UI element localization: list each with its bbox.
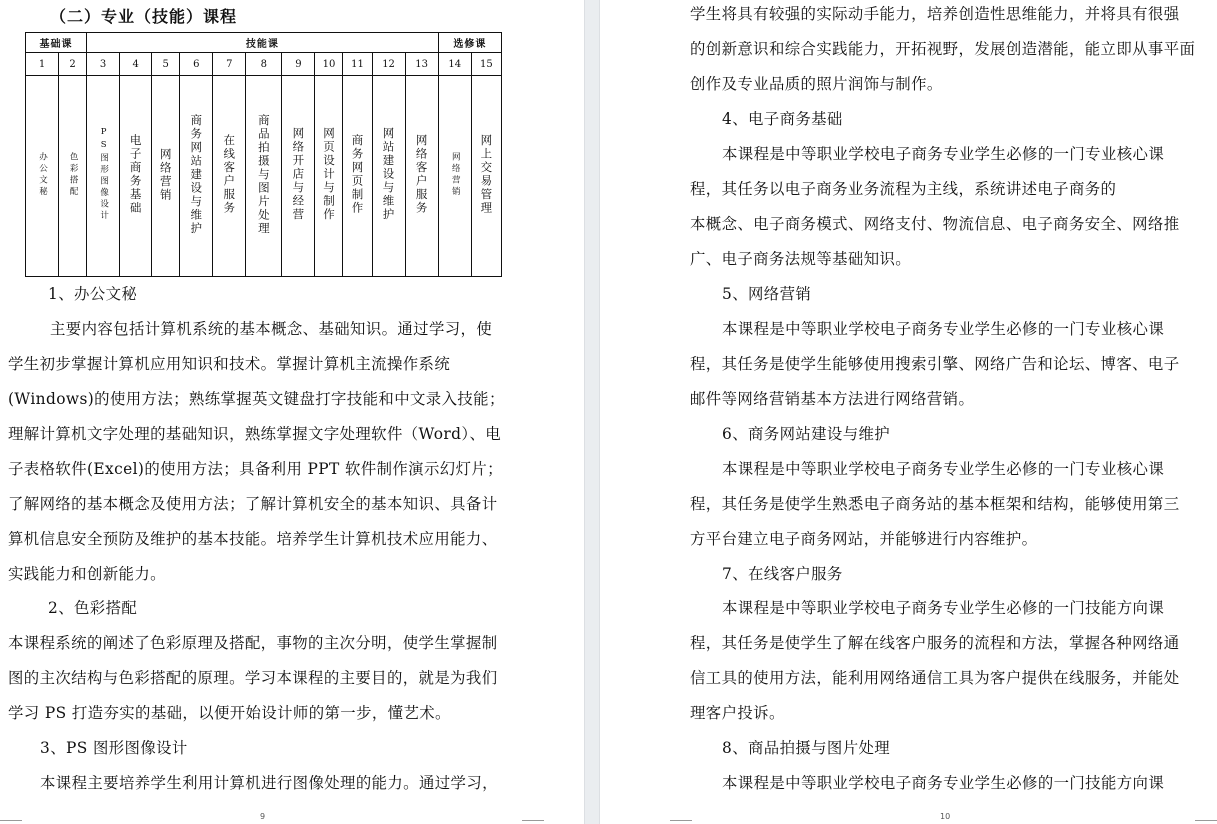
course-name-cell [87, 76, 120, 277]
subheading-product-photography: 8、商品拍摄与图片处理 [722, 739, 891, 757]
text-line: 本概念、电子商务模式、网络支付、物流信息、电子商务安全、网络推 [690, 215, 1180, 233]
subheading-ecommerce-basics: 4、电子商务基础 [722, 110, 843, 128]
course-name: 网络开店与经营 [291, 127, 306, 222]
text-line: 程，其任务是使学生能够使用搜索引擎、网络广告和论坛、博客、电子 [690, 355, 1180, 373]
course-name-cell [59, 76, 87, 277]
course-name-cell [246, 76, 282, 277]
course-name-cell [213, 76, 246, 277]
course-name: PS图形图像设计 [98, 127, 109, 222]
course-name-cell [405, 76, 438, 277]
text-line: 学生初步掌握计算机应用知识和技术。掌握计算机主流操作系统 [8, 355, 451, 373]
subheading-color-matching: 2、色彩搭配 [48, 599, 138, 617]
course-name: 网站建设与维护 [381, 127, 396, 222]
text-line: 算机信息安全预防及维护的基本技能。培养学生计算机技术应用能力、 [8, 530, 498, 548]
course-name-cell [343, 76, 372, 277]
text-line: 广、电子商务法规等基础知识。 [690, 250, 912, 268]
course-name: 商务网页制作 [350, 134, 365, 215]
text-line: 实践能力和创新能力。 [8, 565, 166, 583]
course-number: 4 [120, 53, 152, 76]
text-line: 了解网络的基本概念及使用方法；了解计算机安全的基本知识、具备计 [8, 495, 498, 513]
course-name-cell [26, 76, 59, 277]
text-line: 子表格软件(Excel)的使用方法；具备利用 PPT 软件制作演示幻灯片； [8, 460, 503, 478]
text-line: 信工具的使用方法，能利用网络通信工具为客户提供在线服务，并能处 [690, 669, 1180, 687]
text-line: 程，其任务以电子商务业务流程为主线，系统讲述电子商务的 [690, 180, 1117, 198]
course-name-cell [120, 76, 152, 277]
text-line: 方平台建立电子商务网站，并能够进行内容维护。 [690, 530, 1038, 548]
course-number: 15 [471, 53, 501, 76]
course-number: 6 [180, 53, 213, 76]
page-number: 10 [940, 812, 951, 821]
course-name: 在线客户服务 [222, 134, 237, 215]
course-number: 9 [282, 53, 315, 76]
course-name-cell [471, 76, 501, 277]
course-name-cell [372, 76, 405, 277]
text-line: 程，其任务是使学生了解在线客户服务的流程和方法，掌握各种网络通 [690, 634, 1180, 652]
subheading-office-secretary: 1、办公文秘 [48, 285, 138, 303]
page-10 [600, 0, 1217, 824]
course-name: 色彩搭配 [68, 151, 79, 198]
text-line: 本课程是中等职业学校电子商务专业学生必修的一门技能方向课 [722, 774, 1165, 792]
page-number: 9 [260, 812, 266, 821]
course-name-cell [282, 76, 315, 277]
course-name: 网上交易管理 [479, 134, 494, 215]
course-number: 13 [405, 53, 438, 76]
text-line: 本课程系统的阐述了色彩原理及搭配，事物的主次分明，使学生掌握制 [8, 634, 498, 652]
course-number: 12 [372, 53, 405, 76]
text-line: 学习 PS 打造夯实的基础，以便开始设计师的第一步，懂艺术。 [8, 704, 451, 722]
text-line: 本课程是中等职业学校电子商务专业学生必修的一门专业核心课 [722, 320, 1165, 338]
subheading-online-service: 7、在线客户服务 [722, 565, 843, 583]
crop-mark [0, 810, 22, 821]
text-line: 理客户投诉。 [690, 704, 785, 722]
subheading-website-construction: 6、商务网站建设与维护 [722, 425, 891, 443]
subheading-network-marketing: 5、网络营销 [722, 285, 812, 303]
course-number: 2 [59, 53, 87, 76]
text-line: 学生将具有较强的实际动手能力，培养创造性思维能力，并将具有很强 [690, 5, 1180, 23]
course-number: 1 [26, 53, 59, 76]
course-number: 11 [343, 53, 372, 76]
text-line: 本课程主要培养学生利用计算机进行图像处理的能力。通过学习， [40, 774, 498, 792]
course-number: 14 [438, 53, 471, 76]
course-name: 办公文秘 [37, 151, 48, 198]
course-number: 8 [246, 53, 282, 76]
group-basic: 基础课 [26, 33, 87, 53]
course-number: 3 [87, 53, 120, 76]
text-line: 创作及专业品质的照片润饰与制作。 [690, 75, 943, 93]
course-number: 5 [152, 53, 180, 76]
group-elective: 选修课 [438, 33, 501, 53]
course-name-cell [315, 76, 343, 277]
text-line: 本课程是中等职业学校电子商务专业学生必修的一门专业核心课 [722, 460, 1165, 478]
course-name-cell [438, 76, 471, 277]
section-heading: （二）专业（技能）课程 [50, 7, 238, 26]
text-line: 本课程是中等职业学校电子商务专业学生必修的一门专业核心课 [722, 145, 1165, 163]
crop-mark [522, 810, 544, 821]
course-name: 网络营销 [450, 151, 461, 198]
text-line: 本课程是中等职业学校电子商务专业学生必修的一门技能方向课 [722, 599, 1165, 617]
course-name: 网页设计与制作 [321, 127, 336, 222]
course-name-cell [180, 76, 213, 277]
subheading-ps-design: 3、PS 图形图像设计 [40, 739, 188, 757]
text-line: 程，其任务是使学生熟悉电子商务站的基本框架和结构，能够使用第三 [690, 495, 1180, 513]
course-table [25, 32, 502, 277]
course-name: 网络客户服务 [414, 134, 429, 215]
crop-mark [1195, 810, 1217, 821]
course-name: 商品拍摄与图片处理 [256, 113, 271, 236]
text-line: 的创新意识和综合实践能力，开拓视野，发展创造潜能，能立即从事平面 [690, 40, 1196, 58]
course-name-cell [152, 76, 180, 277]
course-name: 网络营销 [158, 147, 173, 202]
text-line: 图的主次结构与色彩搭配的原理。学习本课程的主要目的，就是为我们 [8, 669, 498, 687]
group-skill: 技能课 [87, 33, 439, 53]
course-name: 商务网站建设与维护 [189, 113, 204, 236]
page-gutter [584, 0, 600, 824]
text-line: (Windows)的使用方法；熟练掌握英文键盘打字技能和中文录入技能； [8, 390, 505, 408]
course-name: 电子商务基础 [128, 134, 143, 215]
text-line: 邮件等网络营销基本方法进行网络营销。 [690, 390, 975, 408]
text-line: 主要内容包括计算机系统的基本概念、基础知识。通过学习，使 [50, 320, 493, 338]
text-line: 理解计算机文字处理的基础知识，熟练掌握文字处理软件（Word）、电 [8, 425, 502, 443]
course-number: 10 [315, 53, 343, 76]
course-number: 7 [213, 53, 246, 76]
crop-mark [670, 810, 692, 821]
page-9 [0, 0, 584, 824]
